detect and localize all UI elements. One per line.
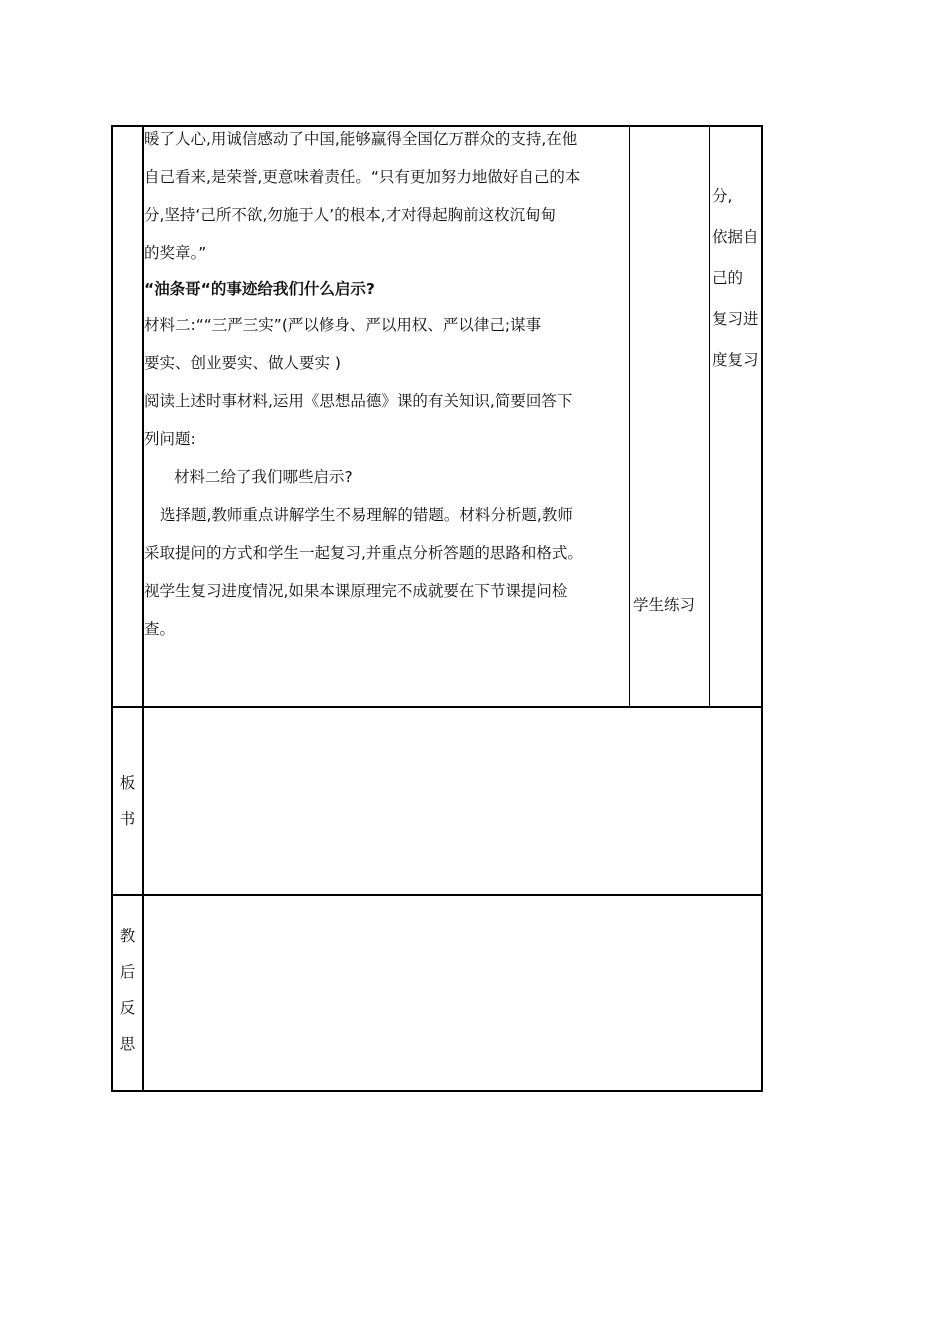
design-intent-line: 分, xyxy=(712,187,733,205)
content-line: 材料二:““三严三实”(严以修身、严以用权、严以律己;谋事 xyxy=(144,316,542,334)
content-line: 的奖章。” xyxy=(144,244,207,262)
design-intent-line: 度复习 xyxy=(712,351,759,369)
content-line: 暖了人心,用诚信感动了中国,能够赢得全国亿万群众的支持,在他 xyxy=(144,130,578,148)
board-label: 板 书 xyxy=(119,774,136,828)
design-intent-line: 依据自 xyxy=(712,228,759,246)
divider xyxy=(111,706,763,708)
content-line: 列问题: xyxy=(144,430,196,448)
reflection-label: 教 后 反 思 xyxy=(119,927,136,1053)
student-activity-text: 学生练习 xyxy=(633,596,696,614)
student-activity-cell xyxy=(633,586,709,624)
content-cell xyxy=(144,120,632,648)
divider xyxy=(709,125,710,707)
design-intent-line: 己的 xyxy=(712,269,744,287)
content-line: 查。 xyxy=(144,620,176,638)
content-line: 要实、创业要实、做人要实 ) xyxy=(144,354,341,372)
question-heading: “油条哥“的事迹给我们什么启示? xyxy=(144,280,375,298)
content-line: 视学生复习进度情况,如果本课原理完不成就要在下节课提问检 xyxy=(144,582,568,600)
design-intent-cell xyxy=(712,176,764,381)
content-line: 选择题,教师重点讲解学生不易理解的错题。材料分析题,教师 xyxy=(160,506,573,524)
content-line: 分,坚持‘己所不欲,勿施于人’的根本,才对得起胸前这枚沉甸甸 xyxy=(144,206,557,224)
content-line: 材料二给了我们哪些启示? xyxy=(174,468,353,486)
content-line: 阅读上述时事材料,运用《思想品德》课的有关知识,简要回答下 xyxy=(144,392,573,410)
content-line: 自己看来,是荣誉,更意味着责任。“只有更加努力地做好自己的本 xyxy=(144,168,581,186)
design-intent-line: 复习进 xyxy=(712,310,759,328)
divider xyxy=(111,894,763,896)
content-line: 采取提问的方式和学生一起复习,并重点分析答题的思路和格式。 xyxy=(144,544,583,562)
